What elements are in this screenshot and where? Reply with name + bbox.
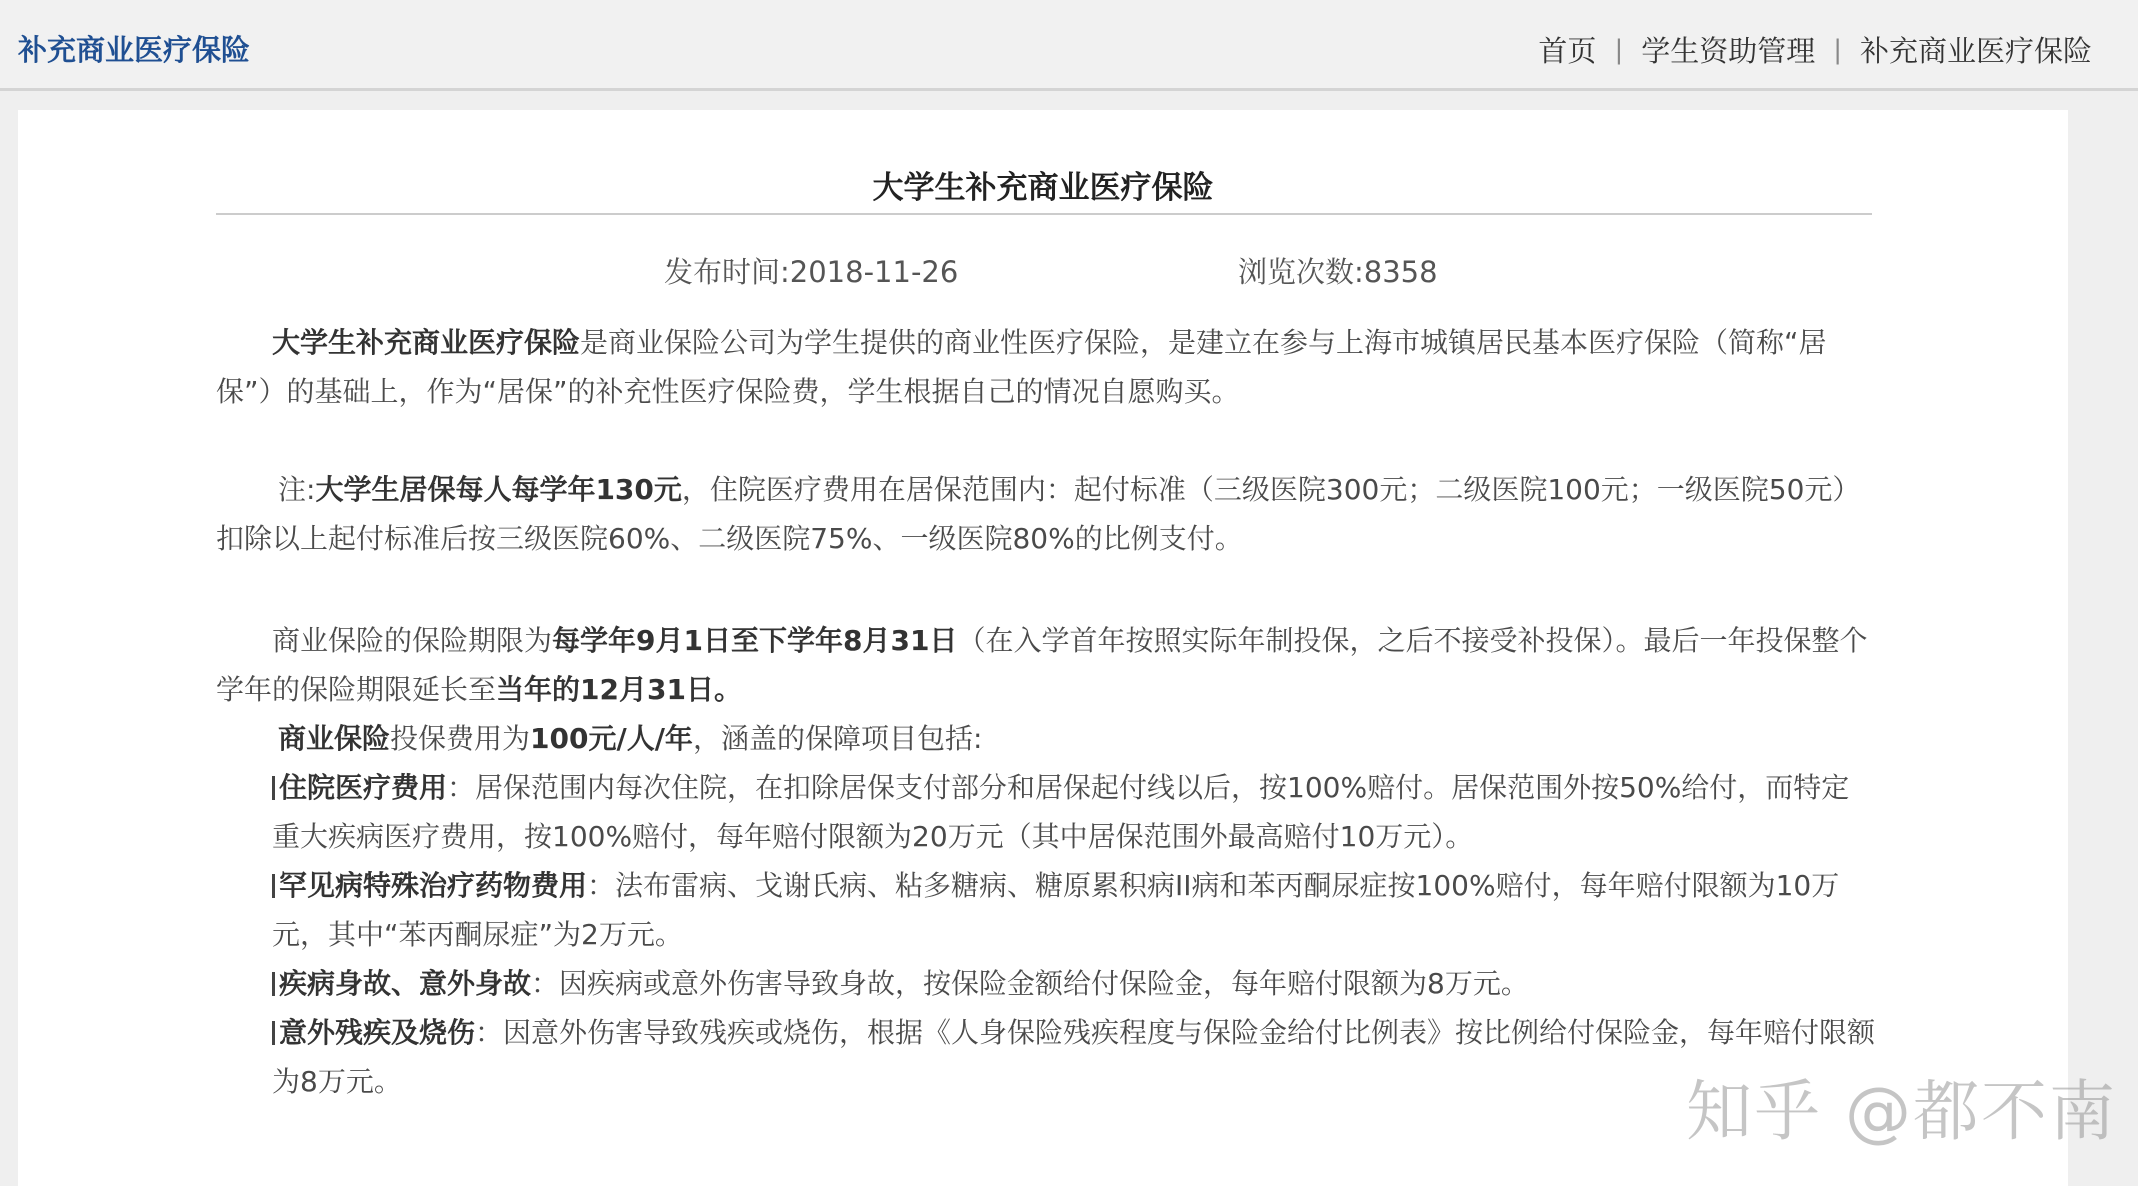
fee-bold-2: 100元/人/年 [530, 722, 693, 755]
coverage-item-text: ：法布雷病、戈谢氏病、粘多糖病、糖原累积病II病和苯丙酮尿症按100%赔付，每年赔付限额为10万元，其中“苯丙酮尿症”为2万元。 [272, 869, 1840, 951]
coverage-item-label: 疾病身故、意外身故 [279, 967, 532, 1000]
note-prefix: 注: [278, 473, 316, 506]
breadcrumb-separator: | [1614, 34, 1624, 65]
note-bold: 大学生居保每人每学年130元 [315, 473, 682, 506]
intro-text: 是商业保险公司为学生提供的商业性医疗保险，是建立在参与上海市城镇居民基本医疗保险（简称“居保”）的基础上，作为“居保”的补充性医疗保险费，学生根据自己的情况自愿购买。 [216, 326, 1827, 408]
coverage-item-rare-disease [216, 861, 1876, 959]
top-bar [0, 0, 2138, 91]
view-count: 浏览次数:8358 [1238, 255, 1438, 289]
bullet-marker [272, 1021, 275, 1045]
breadcrumb-student-aid-link[interactable]: 学生资助管理 [1641, 34, 1816, 68]
coverage-item-text: ：因疾病或意外伤害导致身故，按保险金额给付保险金，每年赔付限额为8万元。 [531, 967, 1529, 1000]
period-text-2: （在入学首年按照实际年制投保，之后不接受补投保）。最后一年投保整个学年的保险期限延长至 [216, 624, 1868, 706]
bullet-marker [272, 776, 275, 800]
watermark: 知乎 @都不南 [1686, 1073, 2117, 1150]
fee-paragraph [216, 714, 1876, 763]
bullet-marker [272, 972, 275, 996]
fee-text-1: 投保费用为 [390, 722, 531, 755]
coverage-item-inpatient [216, 763, 1876, 861]
fee-text-2: ，涵盖的保障项目包括: [692, 722, 983, 755]
article-panel [18, 110, 2068, 1186]
period-bold-1: 每学年9月1日至下学年8月31日 [552, 624, 958, 657]
intro-paragraph [216, 318, 1876, 416]
period-paragraph [216, 616, 1876, 714]
breadcrumb-home-link[interactable]: 首页 [1538, 34, 1597, 68]
note-text: ，住院医疗费用在居保范围内：起付标准（三级医院300元；二级医院100元；一级医院50元）扣除以上起付标准后按三级医院60%、二级医院75%、一级医院80%的比例支付。 [216, 473, 1861, 555]
period-text-1: 商业保险的保险期限为 [272, 624, 553, 657]
section-title-link[interactable]: 补充商业医疗保险 [18, 33, 251, 67]
note-paragraph [216, 465, 1876, 563]
coverage-item-text: ：因意外伤害导致残疾或烧伤，根据《人身保险残疾程度与保险金给付比例表》按比例给付保险金，每年赔付限额为8万元。 [272, 1016, 1876, 1098]
coverage-item-label: 意外残疾及烧伤 [279, 1016, 476, 1049]
article-body [216, 318, 1876, 1106]
intro-bold: 大学生补充商业医疗保险 [272, 326, 581, 359]
coverage-item-death [216, 959, 1876, 1008]
breadcrumb [1538, 29, 2092, 70]
page-title: 大学生补充商业医疗保险 [872, 170, 1214, 206]
coverage-item-label: 罕见病特殊治疗药物费用 [279, 869, 588, 902]
coverage-item-text: ：居保范围内每次住院，在扣除居保支付部分和居保起付线以后，按100%赔付。居保范围外按50%给付，而特定重大疾病医疗费用，按100%赔付，每年赔付限额为20万元（其中居保范围外最高赔付10万元）。 [272, 771, 1850, 853]
breadcrumb-separator: | [1833, 34, 1842, 65]
coverage-item-label: 住院医疗费用 [279, 771, 448, 804]
fee-bold-1: 商业保险 [278, 722, 391, 755]
coverage-item-disability [216, 1008, 1876, 1106]
period-bold-2: 当年的12月31日。 [496, 673, 742, 706]
bullet-marker [272, 874, 275, 898]
breadcrumb-current-page[interactable]: 补充商业医疗保险 [1859, 34, 2092, 68]
title-divider [216, 213, 1872, 215]
publish-time: 发布时间:2018-11-26 [664, 255, 959, 289]
